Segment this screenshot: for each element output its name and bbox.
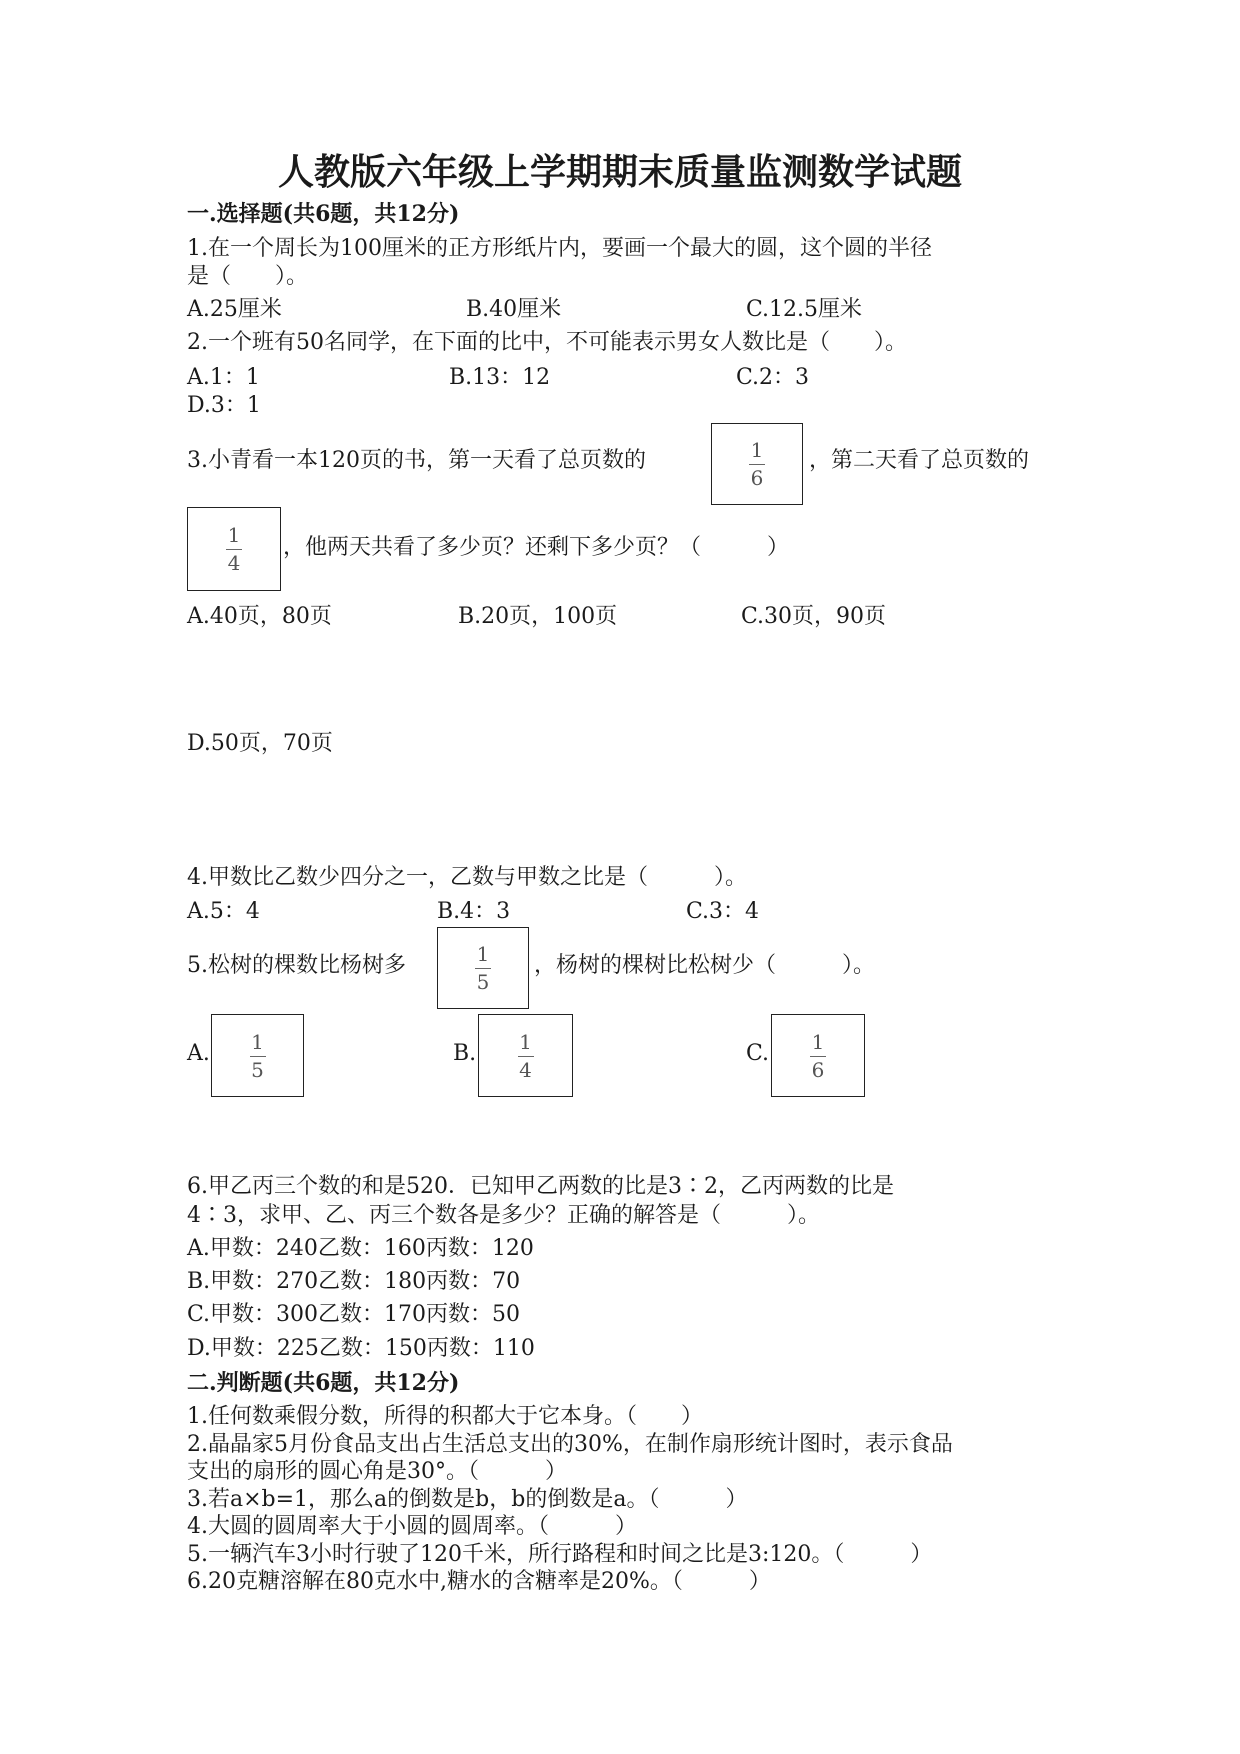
question-3-option-a: A.40页，80页 [187,604,332,629]
question-1-option-a: A.25厘米 [187,297,282,322]
question-2-text: 2.一个班有50名同学，在下面的比中，不可能表示男女人数比是（ ）。 [187,330,907,355]
question-1-line1: 1.在一个周长为100厘米的正方形纸片内，要画一个最大的圆，这个圆的半径 [187,236,932,261]
question-5-option-b-label: B. [453,1041,477,1066]
fraction-one-fifth-image: 1 5 [437,927,529,1009]
question-2-option-a: A.1：1 [187,365,260,390]
fraction-one-quarter-image: 1 4 [187,507,281,591]
question-5-text-part1: 5.松树的棵数比杨树多 [187,953,406,978]
question-2-option-c: C.2：3 [736,365,810,390]
question-6-line1: 6.甲乙丙三个数的和是520．已知甲乙两数的比是3∶2，乙丙两数的比是 [187,1174,894,1199]
question-3-text-part3: ，他两天共看了多少页？还剩下多少页？（ ） [283,535,790,560]
question-6-option-b: B.甲数：270乙数：180丙数：70 [187,1269,521,1294]
judgement-item: 2.晶晶家5月份食品支出占生活总支出的30%，在制作扇形统计图时，表示食品 [187,1432,953,1457]
question-6-option-d: D.甲数：225乙数：150丙数：110 [187,1336,535,1361]
question-2-option-d: D.3：1 [187,393,261,418]
question-2-option-b: B.13：12 [449,365,551,390]
question-5-option-a-label: A. [187,1041,210,1066]
question-5-option-c-label: C. [746,1041,770,1066]
option-a-fraction-image: 1 5 [211,1014,304,1097]
section-heading-judgement: 二.判断题(共6题，共12分) [187,1370,460,1396]
question-4-option-b: B.4：3 [437,899,511,924]
question-3-option-d: D.50页，70页 [187,731,333,756]
question-4-option-c: C.3：4 [686,899,760,924]
question-4-option-a: A.5：4 [187,899,260,924]
judgement-item: 6.20克糖溶解在80克水中,糖水的含糖率是20%。（ ） [187,1569,771,1594]
option-b-fraction-image: 1 4 [478,1014,573,1097]
question-1-option-b: B.40厘米 [466,297,562,322]
page-title: 人教版六年级上学期期末质量监测数学试题 [277,151,962,193]
judgement-item: 1.任何数乘假分数，所得的积都大于它本身。（ ） [187,1404,703,1429]
question-3-option-c: C.30页，90页 [741,604,887,629]
question-3-text-part1: 3.小青看一本120页的书，第一天看了总页数的 [187,448,646,473]
fraction-one-sixth-image: 1 6 [711,423,803,505]
question-4-text: 4.甲数比乙数少四分之一，乙数与甲数之比是（ ）。 [187,865,747,890]
question-3-text-part2: ，第二天看了总页数的 [809,448,1030,473]
question-6-option-a: A.甲数：240乙数：160丙数：120 [187,1236,534,1261]
question-6-line2: 4∶3，求甲、乙、丙三个数各是多少？正确的解答是（ ）。 [187,1203,820,1228]
judgement-item: 4.大圆的圆周率大于小圆的圆周率。（ ） [187,1514,637,1539]
judgement-item: 支出的扇形的圆心角是30°。（ ） [187,1459,567,1484]
question-3-option-b: B.20页，100页 [458,604,618,629]
question-5-text-part2: ，杨树的棵树比松树少（ ）。 [534,953,876,978]
judgement-item: 3.若a×b=1，那么a的倒数是b，b的倒数是a。（ ） [187,1487,748,1512]
question-1-option-c: C.12.5厘米 [746,297,863,322]
option-c-fraction-image: 1 6 [771,1014,865,1097]
question-6-option-c: C.甲数：300乙数：170丙数：50 [187,1302,521,1327]
question-1-line2: 是（ ）。 [187,264,309,289]
section-heading-choice: 一.选择题(共6题，共12分) [187,201,460,227]
judgement-item: 5.一辆汽车3小时行驶了120千米，所行路程和时间之比是3:120。（ ） [187,1542,933,1567]
